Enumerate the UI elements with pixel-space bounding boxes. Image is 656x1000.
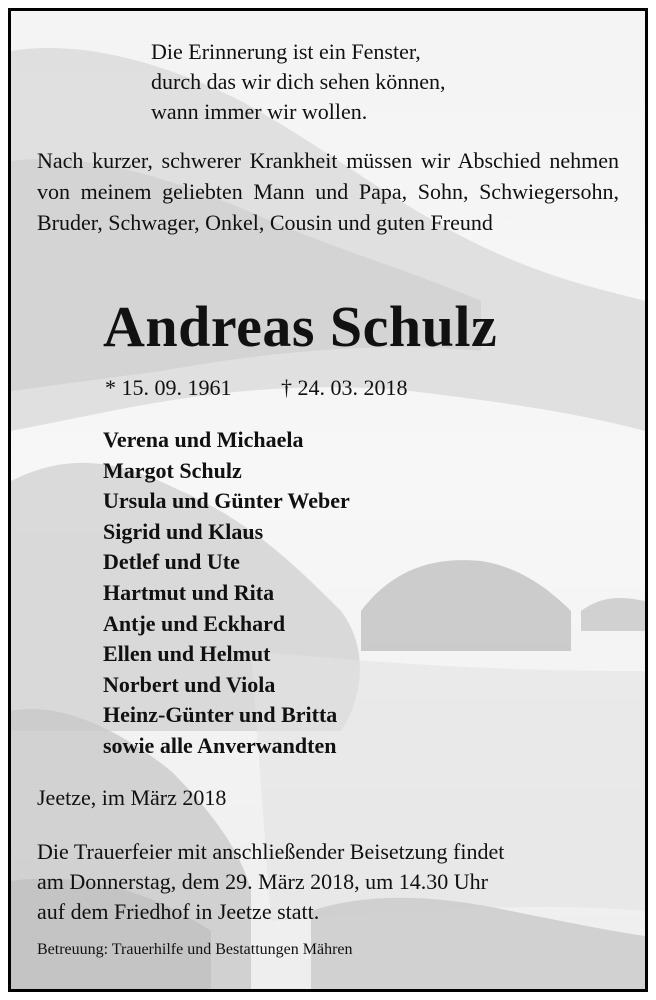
funeral-home-credit: Betreuung: Trauerhilfe und Bestattungen Mähren: [37, 941, 353, 958]
place-and-date: Jeetze, im März 2018: [37, 785, 227, 810]
mourner: Norbert und Viola: [103, 671, 276, 697]
obituary-content: [11, 11, 645, 989]
mourners-list: [103, 425, 350, 762]
mourner: Heinz-Günter und Britta: [103, 702, 338, 728]
obituary-frame: [8, 8, 648, 992]
funeral-service-info: [37, 837, 619, 927]
death-date: † 24. 03. 2018: [281, 375, 408, 400]
mourner: Detlef und Ute: [103, 549, 240, 575]
deceased-name: Andreas Schulz: [103, 294, 498, 359]
service-line: Die Trauerfeier mit anschließender Beisetzung findet: [37, 839, 505, 864]
life-dates: [105, 375, 408, 401]
intro-text: Nach kurzer, schwerer Krankheit müssen wir Abschied nehmen von meinem geliebten Mann und Papa, Sohn, Schwiegersohn, Bruder, Schwager, Onkel, Cousin und guten Freund: [37, 148, 619, 235]
birth-date: * 15. 09. 1961: [105, 375, 232, 400]
mourner: sowie alle Anverwandten: [103, 732, 337, 758]
motto-line: durch das wir dich sehen können,: [151, 69, 446, 94]
mourner: Margot Schulz: [103, 457, 242, 483]
service-line: am Donnerstag, dem 29. März 2018, um 14.30 Uhr: [37, 869, 488, 894]
motto-line: wann immer wir wollen.: [151, 99, 368, 124]
mourner: Ursula und Günter Weber: [103, 488, 350, 514]
motto-line: Die Erinnerung ist ein Fenster,: [151, 39, 421, 64]
motto-quote: [151, 37, 445, 127]
mourner: Antje und Eckhard: [103, 610, 286, 636]
mourner: Ellen und Helmut: [103, 641, 271, 667]
mourner: Hartmut und Rita: [103, 579, 275, 605]
service-line: auf dem Friedhof in Jeetze statt.: [37, 899, 320, 924]
mourner: Sigrid und Klaus: [103, 518, 264, 544]
mourner: Verena und Michaela: [103, 427, 304, 452]
